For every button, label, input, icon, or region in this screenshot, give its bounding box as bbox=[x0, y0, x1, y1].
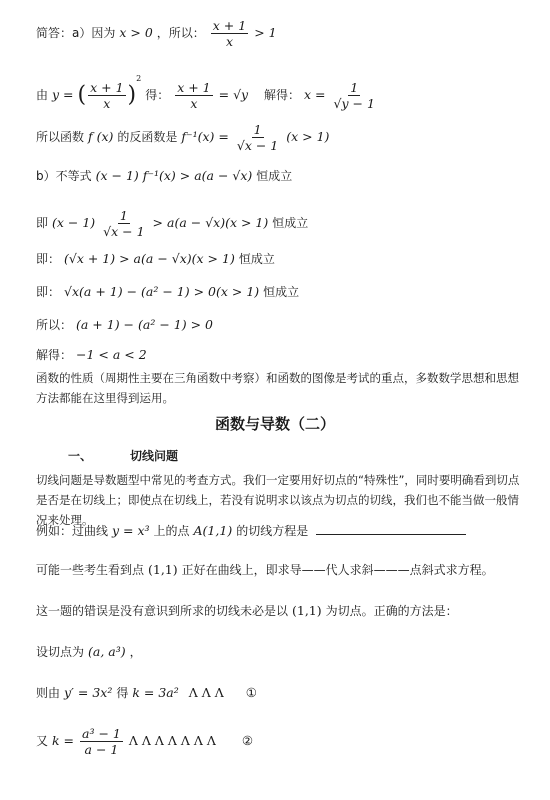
numerator: a³ − 1 bbox=[82, 726, 121, 741]
fraction bbox=[101, 208, 146, 239]
exponent: 2 bbox=[136, 74, 142, 83]
math-expression: > a(a − √x)(x > 1) bbox=[152, 215, 269, 230]
denominator: a − 1 bbox=[84, 742, 119, 757]
math-expression: −1 < a < 2 bbox=[76, 347, 147, 362]
text-segment: 所以函数 bbox=[36, 130, 85, 144]
text-segment: 例如：过曲线 bbox=[36, 524, 109, 538]
subsection-number: 一、 bbox=[68, 449, 93, 463]
text-segment: 可能一些考生看到点 bbox=[36, 563, 145, 577]
text-segment: 恒成立 bbox=[272, 216, 309, 230]
numerator: 1 bbox=[253, 122, 262, 137]
math-expression: (1,1) bbox=[148, 562, 178, 577]
math-expression: k = 3a² bbox=[132, 685, 179, 700]
fraction bbox=[235, 122, 280, 153]
math-expression: k = bbox=[52, 733, 75, 748]
text-segment: 为切点。正确的方法是： bbox=[325, 604, 458, 618]
answer-blank bbox=[316, 534, 466, 535]
equation-line-inverse bbox=[36, 70, 379, 111]
numerator: 1 bbox=[119, 208, 128, 223]
text-segment: 得： bbox=[145, 88, 170, 102]
math-expression: y′ = 3x² bbox=[64, 685, 113, 700]
text-segment: 解得： bbox=[36, 348, 73, 362]
text-segment: 恒成立 bbox=[238, 252, 275, 266]
text-segment: 的切线方程是 bbox=[236, 524, 309, 538]
explanation-line-1 bbox=[36, 561, 494, 579]
inequality-line-4 bbox=[36, 283, 299, 301]
text-segment: 则由 bbox=[36, 686, 61, 700]
fraction bbox=[211, 18, 248, 49]
math-expression: > 1 bbox=[254, 25, 277, 40]
math-expression: (√x + 1) > a(a − √x)(x > 1) bbox=[64, 251, 235, 266]
fraction bbox=[332, 80, 377, 111]
text-segment: 由 bbox=[36, 88, 49, 102]
text-segment: 这一题的错误是没有意识到所求的切线未必是以 bbox=[36, 604, 289, 618]
fraction bbox=[80, 726, 123, 757]
math-expression: (x − 1) f⁻¹(x) > a(a − √x) bbox=[95, 168, 253, 183]
text-segment: 即： bbox=[36, 285, 61, 299]
summary-paragraph: 函数的性质（周期性主要在三角函数中考察）和函数的图像是考试的重点，多数数学思想和思想方法都能在这里得到运用。 bbox=[36, 371, 519, 405]
math-expression: y = x³ bbox=[112, 523, 150, 538]
math-expression: √x(a + 1) − (a² − 1) > 0(x > 1) bbox=[64, 284, 260, 299]
numerator: x + 1 bbox=[212, 18, 247, 33]
denominator: x bbox=[190, 96, 198, 111]
math-expression: (x − 1) bbox=[52, 215, 96, 230]
equation-marker: ② bbox=[241, 733, 254, 748]
text-segment: 的反函数是 bbox=[117, 130, 178, 144]
equation-marker: ① bbox=[245, 685, 257, 700]
text-segment: b）不等式 bbox=[36, 169, 92, 183]
numerator: x + 1 bbox=[90, 80, 124, 95]
denominator: √y − 1 bbox=[333, 96, 375, 111]
dots-filler: Λ Λ Λ Λ Λ Λ Λ bbox=[128, 733, 216, 748]
math-expression: y = bbox=[52, 87, 74, 102]
math-expression: f⁻¹(x) = bbox=[181, 129, 229, 144]
denominator: x bbox=[225, 34, 234, 49]
inverse-function-line bbox=[36, 122, 329, 153]
numerator: 1 bbox=[350, 80, 359, 95]
dots-filler: Λ Λ Λ bbox=[188, 685, 224, 700]
left-paren: ( bbox=[77, 82, 87, 108]
text-segment: 恒成立 bbox=[263, 285, 300, 299]
fraction bbox=[175, 80, 212, 111]
math-expression: (1,1) bbox=[292, 603, 322, 618]
text-segment: ， bbox=[129, 645, 142, 659]
math-expression: = √y bbox=[218, 87, 249, 102]
solution-line bbox=[36, 346, 147, 364]
fraction bbox=[88, 80, 125, 111]
denominator: x bbox=[103, 96, 111, 111]
example-line bbox=[36, 522, 466, 540]
intro-paragraph: 切线问题是导数题型中常见的考查方式。我们一定要用好切点的“特殊性”，同时要明确看到切点是否是在切线上；即使点在切线上，若没有说明求以该点为切点的切线，我们也不能当做一般情况来处理。 bbox=[36, 473, 520, 527]
denominator: √x − 1 bbox=[103, 224, 145, 239]
text-segment: 所以： bbox=[36, 318, 73, 332]
text-segment: 正好在曲线上，即求导——代人求斜———点斜式求方程。 bbox=[181, 563, 494, 577]
inequality-line-3 bbox=[36, 250, 275, 268]
math-expression: (a, a³) bbox=[88, 644, 126, 659]
text-segment: ，所以： bbox=[156, 26, 205, 40]
explanation-line-2 bbox=[36, 602, 458, 620]
subsection-label: 切线问题 bbox=[130, 449, 179, 463]
inequality-line-2 bbox=[36, 208, 308, 239]
inequality-line-b bbox=[36, 167, 292, 185]
text-segment: 即 bbox=[36, 216, 49, 230]
numerator: x + 1 bbox=[177, 80, 211, 95]
text-segment: 即： bbox=[36, 252, 61, 266]
section-title: 函数与导数（二） bbox=[214, 415, 335, 433]
slope-line bbox=[36, 726, 253, 757]
subsection-heading bbox=[68, 447, 216, 464]
math-expression: (x > 1) bbox=[286, 129, 330, 144]
right-paren: ) bbox=[127, 82, 137, 108]
tangent-point-line bbox=[36, 643, 142, 661]
text-segment: 简答：a）因为 bbox=[36, 26, 116, 40]
math-expression: x > 0 bbox=[119, 25, 153, 40]
text-segment: 得 bbox=[116, 686, 129, 700]
text-segment: 解得： bbox=[264, 88, 301, 102]
answer-line-a bbox=[36, 18, 277, 49]
math-expression: (a + 1) − (a² − 1) > 0 bbox=[76, 317, 213, 332]
math-expression: A(1,1) bbox=[193, 523, 233, 538]
text-segment: 恒成立 bbox=[256, 169, 293, 183]
text-segment: 又 bbox=[36, 734, 49, 748]
text-segment: 上的点 bbox=[153, 524, 190, 538]
derivative-line bbox=[36, 684, 257, 702]
denominator: √x − 1 bbox=[236, 138, 279, 153]
inequality-line-5 bbox=[36, 316, 213, 334]
text-segment: 设切点为 bbox=[36, 645, 85, 659]
math-expression: x = bbox=[304, 87, 326, 102]
math-expression: f (x) bbox=[88, 129, 114, 144]
